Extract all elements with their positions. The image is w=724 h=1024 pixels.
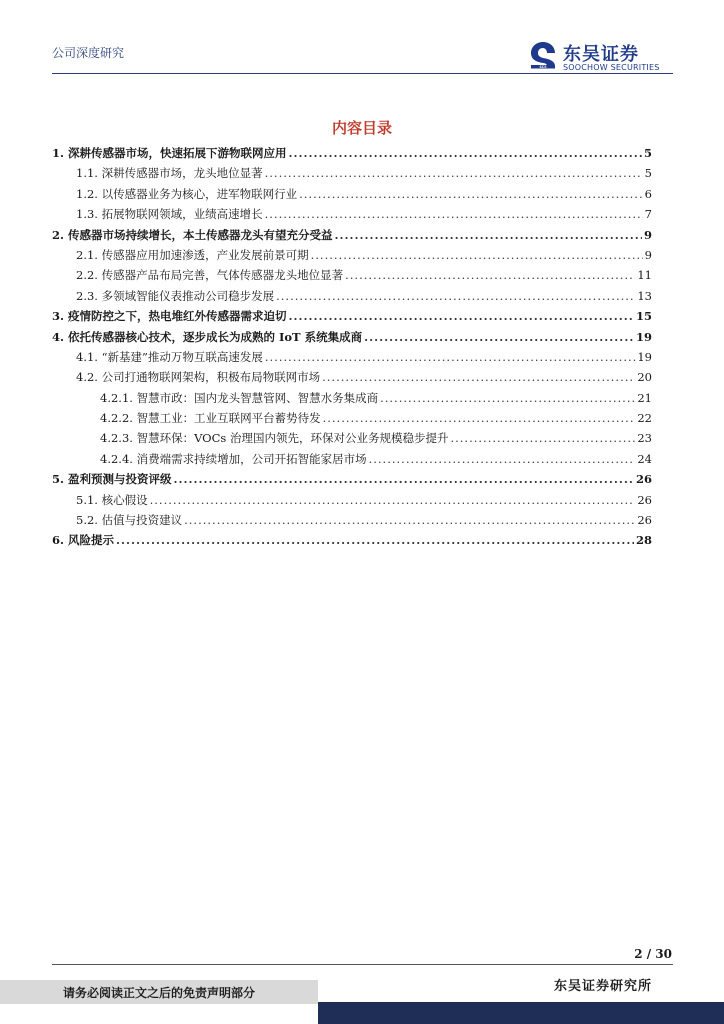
scs-logo-icon xyxy=(528,40,558,70)
footer-navy-band xyxy=(318,1002,724,1024)
toc-entry-title: 2.3. 多领域智能仪表推动公司稳步发展 xyxy=(76,288,275,303)
toc-leader-dots xyxy=(323,411,636,425)
toc-entry-title: 5. 盈利预测与投资评级 xyxy=(52,472,172,487)
toc-leader-dots xyxy=(299,187,643,201)
toc-entry-page: 9 xyxy=(644,247,652,262)
header-divider xyxy=(52,73,673,74)
soochow-securities-logo xyxy=(528,40,674,74)
toc-leader-dots xyxy=(380,391,635,405)
toc-entry-page: 19 xyxy=(635,329,652,344)
toc-entry-page: 20 xyxy=(637,370,652,385)
toc-entry[interactable] xyxy=(52,288,652,308)
toc-leader-dots xyxy=(116,533,634,547)
toc-leader-dots xyxy=(265,207,643,221)
toc-entry[interactable] xyxy=(52,390,652,410)
toc-leader-dots xyxy=(265,350,636,364)
toc-entry[interactable] xyxy=(52,532,652,552)
toc-entry-title: 3. 疫情防控之下，热电堆红外传感器需求迫切 xyxy=(52,309,287,324)
toc-leader-dots xyxy=(450,431,635,445)
toc-entry[interactable] xyxy=(52,227,652,247)
toc-entry-title: 2. 传感器市场持续增长，本土传感器龙头有望充分受益 xyxy=(52,227,333,242)
disclaimer-text: 请务必阅读正文之后的免责声明部分 xyxy=(63,986,256,1000)
logo-mark-text: SCS xyxy=(539,65,547,69)
logo-name-cn: 东吴证券 xyxy=(563,44,639,65)
toc-entry-page: 26 xyxy=(635,472,652,487)
toc-leader-dots xyxy=(364,330,634,344)
toc-leader-dots xyxy=(289,309,634,323)
toc-leader-dots xyxy=(265,166,643,180)
toc-entry-page: 28 xyxy=(635,533,652,548)
toc-entry-page: 11 xyxy=(637,268,652,283)
toc-entry-title: 2.2. 传感器产品布局完善，气体传感器龙头地位显著 xyxy=(76,268,344,283)
toc-entry-page: 5 xyxy=(644,166,652,181)
toc-entry-page: 22 xyxy=(637,411,652,426)
toc-entry-page: 26 xyxy=(637,492,652,507)
toc-entry[interactable] xyxy=(52,247,652,267)
toc-entry[interactable] xyxy=(52,186,652,206)
toc-entry-page: 19 xyxy=(637,349,652,364)
toc-leader-dots xyxy=(150,493,636,507)
toc-leader-dots xyxy=(184,513,635,527)
toc-entry[interactable] xyxy=(52,369,652,389)
toc-entry-title: 6. 风险提示 xyxy=(52,533,115,548)
toc-entry-title: 4.2.1. 智慧市政：国内龙头智慧管网、智慧水务集成商 xyxy=(100,390,379,405)
logo-name-en: SOOCHOW SECURITIES xyxy=(563,63,660,72)
toc-entry-page: 13 xyxy=(637,288,652,303)
toc-entry-title: 2.1. 传感器应用加速渗透，产业发展前景可期 xyxy=(76,247,309,262)
toc-entry-title: 5.2. 估值与投资建议 xyxy=(76,513,183,528)
toc-entry-title: 1.3. 拓展物联网领域，业绩高速增长 xyxy=(76,207,263,222)
toc-leader-dots xyxy=(276,289,635,303)
toc-entry[interactable] xyxy=(52,308,652,328)
toc-entry-title: 4. 依托传感器核心技术，逐步成长为成熟的 IoT 系统集成商 xyxy=(52,329,363,344)
toc-entry[interactable] xyxy=(52,145,652,165)
toc-entry-title: 4.2.4. 消费端需求持续增加，公司开拓智能家居市场 xyxy=(100,451,367,466)
toc-entry[interactable] xyxy=(52,349,652,369)
toc-entry[interactable] xyxy=(52,512,652,532)
toc-entry-title: 1. 深耕传感器市场，快速拓展下游物联网应用 xyxy=(52,146,287,160)
toc-leader-dots xyxy=(345,268,635,282)
toc-entry-title: 4.1. “新基建”推动万物互联高速发展 xyxy=(76,349,263,364)
toc-leader-dots xyxy=(174,472,634,486)
toc-entry[interactable] xyxy=(52,492,652,512)
page-number: 2 / 30 xyxy=(634,947,672,961)
toc-leader-dots xyxy=(369,452,636,466)
toc-entry-title: 1.2. 以传感器业务为核心，进军物联网行业 xyxy=(76,186,298,201)
toc-leader-dots xyxy=(311,248,643,262)
toc-entry-page: 24 xyxy=(637,451,652,466)
toc-entry[interactable] xyxy=(52,267,652,287)
toc-entry-page: 6 xyxy=(644,186,652,201)
report-type-label: 公司深度研究 xyxy=(52,46,125,60)
toc-entry-page: 7 xyxy=(644,207,652,222)
toc-entry-page: 9 xyxy=(643,227,652,242)
toc-leader-dots xyxy=(322,370,635,384)
toc-entry[interactable] xyxy=(52,471,652,491)
institute-name: 东吴证券研究所 xyxy=(553,979,652,994)
toc-entry-title: 1.1. 深耕传感器市场，龙头地位显著 xyxy=(76,166,263,181)
toc-entry-page: 23 xyxy=(637,431,652,446)
toc-entry[interactable] xyxy=(52,165,652,185)
toc-entry-page: 21 xyxy=(637,390,652,405)
toc-entry-page: 5 xyxy=(643,146,652,160)
toc-leader-dots xyxy=(289,146,642,160)
toc-entry[interactable] xyxy=(52,206,652,226)
toc-entry-title: 5.1. 核心假设 xyxy=(76,492,148,507)
toc-entry-page: 15 xyxy=(635,309,652,324)
toc-entry[interactable] xyxy=(52,410,652,430)
toc-entry[interactable] xyxy=(52,430,652,450)
toc-entry-title: 4.2.3. 智慧环保：VOCs 治理国内领先，环保对公业务规模稳步提升 xyxy=(100,431,449,446)
table-of-contents xyxy=(52,145,652,553)
toc-leader-dots xyxy=(335,228,642,242)
toc-title: 内容目录 xyxy=(331,119,392,137)
toc-entry-page: 26 xyxy=(637,513,652,528)
toc-entry-title: 4.2.2. 智慧工业：工业互联网平台蓄势待发 xyxy=(100,411,321,426)
toc-entry-title: 4.2. 公司打通物联网架构，积极布局物联网市场 xyxy=(76,370,321,385)
footer-divider xyxy=(52,964,673,965)
toc-entry[interactable] xyxy=(52,329,652,349)
toc-entry[interactable] xyxy=(52,451,652,471)
